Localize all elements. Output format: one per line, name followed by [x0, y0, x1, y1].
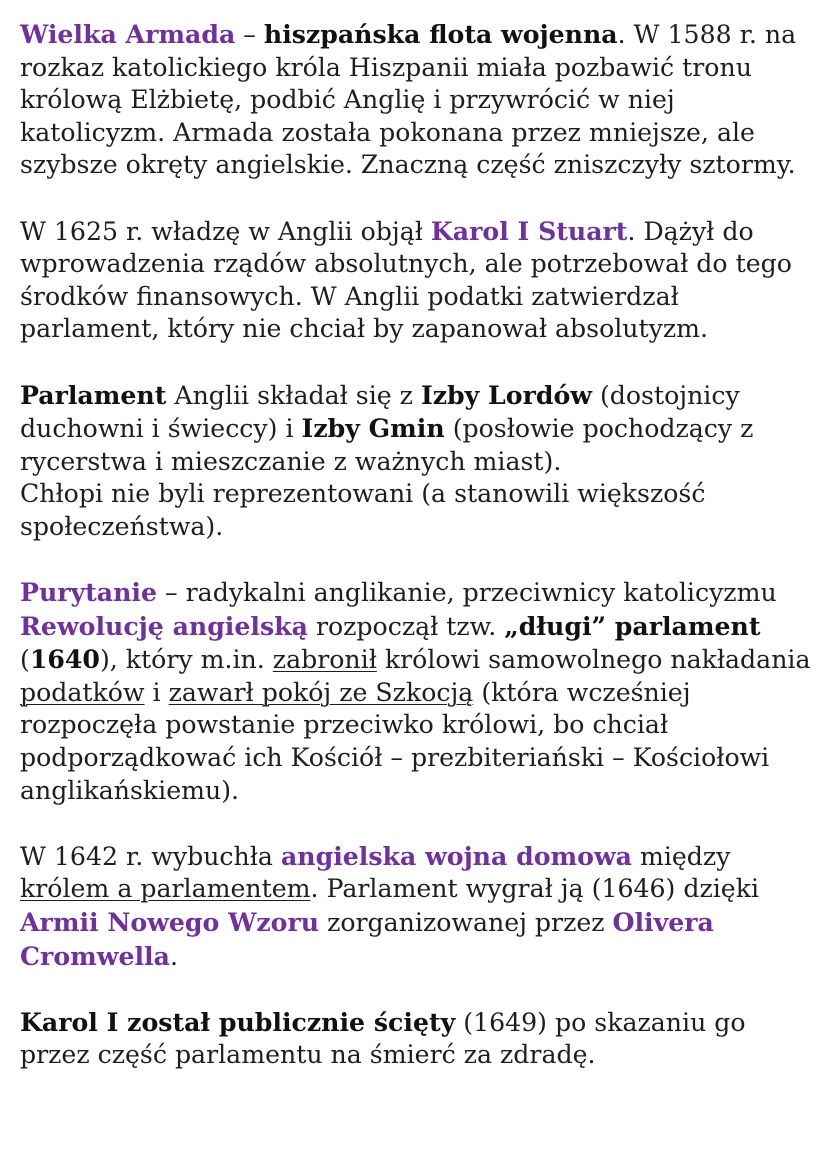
term-purytanie: Purytanie — [20, 577, 158, 608]
text: rozpoczął tzw. — [307, 611, 505, 641]
text: (dostojnicy duchowni i świeccy) i — [20, 380, 740, 444]
text: – — [235, 20, 264, 49]
term-sciety: Karol I został publicznie ścięty — [20, 1006, 456, 1037]
term-izba-gmin: Izby Gmin — [301, 413, 445, 444]
paragraph-egzekucja — [20, 1006, 815, 1072]
text: (która wcześniej rozpoczęła powstanie przeciwko królowi, bo chciał podporządkować ich Kościół – prezbiteriański – Kościołowi anglikańskiemu). — [20, 677, 770, 805]
text: ( — [20, 645, 30, 675]
text: Anglii składał się z — [166, 380, 421, 410]
paragraph-rewolucja — [20, 576, 815, 807]
text: (posłowie pochodzący z rycerstwa i mieszczanie z ważnych miast). — [20, 414, 754, 476]
paragraph-armada — [20, 18, 815, 182]
term-parlament: Parlament — [20, 379, 167, 410]
term-karol-i-stuart: Karol I Stuart — [430, 215, 628, 246]
underlined-zabronil: zabronił — [272, 645, 377, 675]
text: . Dążył do wprowadzenia rządów absolutnych, ale potrzebował do tego środków finansowych. W Anglii podatki zatwierdzał parlament, który nie chciał by zapanował absolutyzm. — [20, 216, 792, 344]
term-oliver-cromwell: Olivera Cromwella — [20, 907, 714, 971]
text: . Parlament wygrał ją (1646) dzięki — [310, 874, 760, 904]
paragraph-karol-stuart — [20, 215, 815, 346]
text: między — [631, 841, 731, 871]
text: Chłopi nie byli reprezentowani (a stanowili większość społeczeństwa). — [20, 479, 706, 541]
underlined-podatkow: podatków — [20, 677, 145, 707]
text: W 1625 r. władzę w Anglii objął — [20, 216, 431, 246]
document-body — [20, 18, 815, 1072]
underlined-pokoj-ze-szkocja: zawarł pokój ze Szkocją — [168, 677, 474, 707]
text: (1649) po skazaniu go przez część parlamentu na śmierć za zdradę. — [20, 1007, 746, 1070]
term-rewolucja-angielska: Rewolucję angielską — [20, 610, 308, 641]
text: . — [169, 941, 178, 971]
text: królowi samowolnego nakładania — [376, 645, 811, 675]
underlined-krolem-a-parlamentem: królem a parlamentem — [20, 874, 311, 904]
text: . W 1588 r. na rozkaz katolickiego króla Hiszpanii miała pozbawić tronu królową Elżbietę, podbić Anglię i przywrócić w niej katolicyzm. Armada została pokonana przez mniejsze, ale szybsze okręty angielskie. Znaczną część zniszczyły sztormy. — [20, 20, 797, 180]
term-wielka-armada: Wielka Armada — [20, 19, 236, 49]
term-flota: hiszpańska flota wojenna — [263, 19, 618, 49]
term-wojna-domowa: angielska wojna domowa — [280, 840, 632, 871]
text: ), który m.in. — [99, 645, 273, 675]
text: – radykalni anglikanie, przeciwnicy katolicyzmu — [157, 578, 777, 608]
text: W 1642 r. wybuchła — [20, 841, 281, 871]
year-1640: 1640 — [29, 644, 100, 675]
term-armia-nowego-wzoru: Armii Nowego Wzoru — [20, 907, 320, 938]
term-dlugi-parlament: „długi” parlament — [504, 610, 761, 641]
text: zorganizowanej przez — [319, 908, 613, 938]
text: i — [144, 677, 169, 707]
paragraph-parlament — [20, 379, 815, 544]
paragraph-wojna-domowa — [20, 840, 815, 973]
term-izba-lordow: Izby Lordów — [420, 379, 592, 410]
